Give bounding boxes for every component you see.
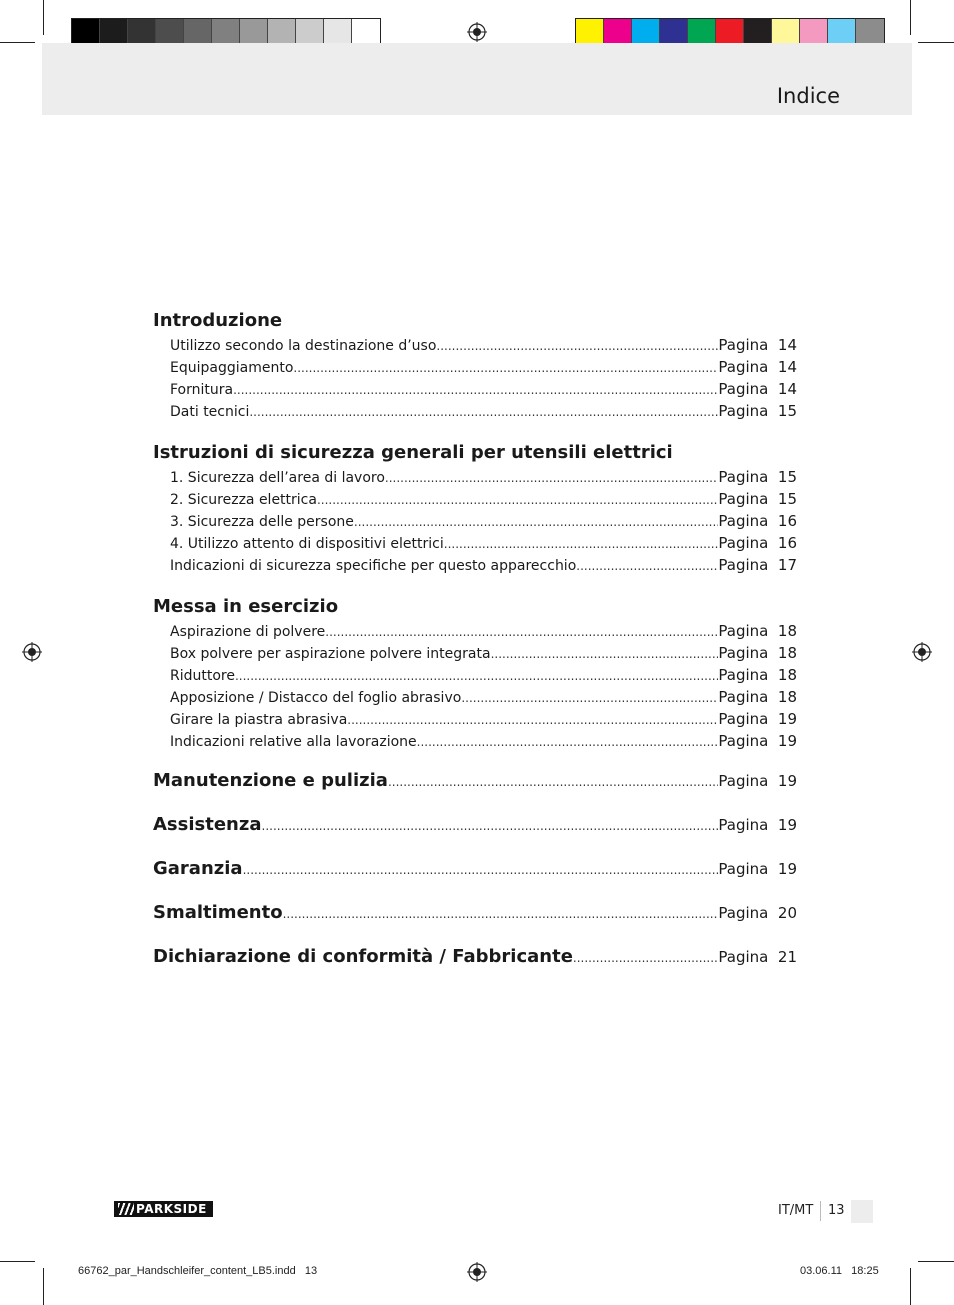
- toc-main-entry[interactable]: [153, 768, 797, 794]
- toc-entry-label: Indicazioni relative alla lavorazione: [170, 734, 417, 750]
- parkside-logo: PARKSIDE: [114, 1201, 213, 1217]
- toc-entry-label: Equipaggiamento: [170, 360, 294, 376]
- toc-entry[interactable]: [153, 466, 797, 488]
- toc-entry[interactable]: [153, 554, 797, 576]
- toc-main-entry[interactable]: [153, 944, 797, 970]
- toc-entry-label: 1. Sicurezza dell’area di lavoro: [170, 470, 385, 486]
- dot-leader: [283, 901, 719, 927]
- toc-entry[interactable]: [153, 664, 797, 686]
- toc-entry[interactable]: [153, 334, 797, 356]
- toc-section-heading: Istruzioni di sicurezza generali per utensili elettrici: [153, 442, 673, 463]
- gray-swatch: [212, 19, 240, 46]
- registration-mark-icon: [467, 1262, 487, 1282]
- gray-swatch: [128, 19, 156, 46]
- toc-section-heading: Messa in esercizio: [153, 596, 339, 617]
- toc-entry-page: Pagina 14: [718, 380, 797, 398]
- gray-swatch: [156, 19, 184, 46]
- toc-entry[interactable]: [153, 532, 797, 554]
- gray-swatch: [72, 19, 100, 46]
- toc-main-entry-page: Pagina 19: [718, 772, 797, 790]
- dot-leader: [576, 555, 718, 577]
- toc-entry[interactable]: [153, 620, 797, 642]
- color-swatch: [856, 19, 884, 46]
- toc-entry[interactable]: [153, 356, 797, 378]
- toc-entry[interactable]: [153, 400, 797, 422]
- toc-main-entry-page: Pagina 19: [718, 816, 797, 834]
- toc-entry-label: Aspirazione di polvere: [170, 624, 326, 640]
- toc-section: [153, 308, 797, 422]
- toc-entry-page: Pagina 15: [718, 490, 797, 508]
- toc-entry-label: Dati tecnici: [170, 404, 250, 420]
- dot-leader: [573, 945, 719, 971]
- registration-mark-icon: [22, 642, 42, 662]
- toc-entry-label: 3. Sicurezza delle persone: [170, 514, 354, 530]
- toc-entry-page: Pagina 14: [718, 336, 797, 354]
- registration-mark-icon: [467, 22, 487, 42]
- toc-main-entry-label: Assistenza: [153, 814, 262, 835]
- gray-swatch: [184, 19, 212, 46]
- toc-entry-label: Indicazioni di sicurezza specifiche per questo apparecchio: [170, 558, 577, 574]
- toc-entry-page: Pagina 19: [718, 710, 797, 728]
- toc-entry-page: Pagina 16: [718, 534, 797, 552]
- logo-stripes-icon: [118, 1203, 134, 1215]
- toc-main-entry[interactable]: [153, 812, 797, 838]
- toc-entry-label: Apposizione / Distacco del foglio abrasivo: [170, 690, 462, 706]
- dot-leader: [417, 731, 719, 753]
- page-number-box: [851, 1200, 873, 1223]
- toc-main-entry-label: Garanzia: [153, 858, 243, 879]
- crop-mark: [0, 1261, 35, 1262]
- dot-leader: [491, 643, 719, 665]
- toc-entry[interactable]: [153, 730, 797, 752]
- toc-entry-page: Pagina 18: [718, 666, 797, 684]
- dot-leader: [461, 687, 718, 709]
- registration-mark-icon: [912, 642, 932, 662]
- gray-swatch: [324, 19, 352, 46]
- color-swatch: [772, 19, 800, 46]
- dot-leader: [436, 335, 718, 357]
- dot-leader: [233, 379, 718, 401]
- toc-entry-label: 2. Sicurezza elettrica: [170, 492, 317, 508]
- toc-entry[interactable]: [153, 378, 797, 400]
- color-swatch: [632, 19, 660, 46]
- dot-leader: [354, 511, 719, 533]
- toc-entry-label: Utilizzo secondo la destinazione d’uso: [170, 338, 437, 354]
- dot-leader: [293, 357, 718, 379]
- toc-section: [153, 440, 797, 576]
- color-swatch: [800, 19, 828, 46]
- toc-entry[interactable]: [153, 510, 797, 532]
- page-number: 13: [828, 1203, 845, 1218]
- toc-entry-label: Girare la piastra abrasiva: [170, 712, 348, 728]
- crop-mark: [918, 42, 954, 43]
- color-swatch: [576, 19, 604, 46]
- color-swatch: [688, 19, 716, 46]
- crop-mark: [910, 0, 911, 35]
- toc-entry-page: Pagina 17: [718, 556, 797, 574]
- gray-swatch: [296, 19, 324, 46]
- page-title: Indice: [776, 84, 840, 108]
- dot-leader: [262, 813, 719, 839]
- toc-entry-page: Pagina 14: [718, 358, 797, 376]
- color-swatch: [604, 19, 632, 46]
- color-swatch: [828, 19, 856, 46]
- toc-entry-label: Box polvere per aspirazione polvere integrata: [170, 646, 491, 662]
- crop-mark: [43, 1268, 44, 1305]
- dot-leader: [243, 857, 719, 883]
- dot-leader: [235, 665, 718, 687]
- toc-main-entry-page: Pagina 20: [718, 904, 797, 922]
- language-code: IT/MT: [778, 1203, 814, 1218]
- crop-mark: [918, 1261, 954, 1262]
- color-swatch: [744, 19, 772, 46]
- gray-swatch: [268, 19, 296, 46]
- toc-entry-page: Pagina 18: [718, 688, 797, 706]
- toc-main-entry[interactable]: [153, 856, 797, 882]
- dot-leader: [347, 709, 718, 731]
- toc-entry-page: Pagina 19: [718, 732, 797, 750]
- slug-date: 03.06.11 18:25: [800, 1265, 879, 1277]
- toc-main-entry-label: Dichiarazione di conformità / Fabbricante: [153, 946, 573, 967]
- toc-entry[interactable]: [153, 708, 797, 730]
- footer-divider: [820, 1201, 821, 1221]
- crop-mark: [910, 1268, 911, 1305]
- toc-section-heading: Introduzione: [153, 310, 283, 331]
- toc-main-entry-page: Pagina 21: [718, 948, 797, 966]
- dot-leader: [249, 401, 718, 423]
- table-of-contents-main-entries: [153, 768, 797, 970]
- crop-mark: [43, 0, 44, 35]
- gray-swatch: [240, 19, 268, 46]
- toc-entry-page: Pagina 18: [718, 644, 797, 662]
- toc-entry-page: Pagina 15: [718, 402, 797, 420]
- dot-leader: [317, 489, 718, 511]
- toc-entry-label: Fornitura: [170, 382, 234, 398]
- toc-entry[interactable]: [153, 686, 797, 708]
- toc-entry-page: Pagina 15: [718, 468, 797, 486]
- dot-leader: [325, 621, 718, 643]
- dot-leader: [388, 769, 718, 795]
- toc-main-entry-label: Smaltimento: [153, 902, 283, 923]
- toc-entry-label: 4. Utilizzo attento di dispositivi elettrici: [170, 536, 444, 552]
- color-swatch: [660, 19, 688, 46]
- toc-main-entry[interactable]: [153, 900, 797, 926]
- toc-entry[interactable]: [153, 642, 797, 664]
- toc-main-entry-page: Pagina 19: [718, 860, 797, 878]
- toc-entry-page: Pagina 18: [718, 622, 797, 640]
- toc-entry[interactable]: [153, 488, 797, 510]
- dot-leader: [385, 467, 719, 489]
- toc-entry-label: Riduttore: [170, 668, 235, 684]
- gray-swatch: [352, 19, 380, 46]
- toc-entry-page: Pagina 16: [718, 512, 797, 530]
- toc-main-entry-label: Manutenzione e pulizia: [153, 770, 388, 791]
- slug-filename: 66762_par_Handschleifer_content_LB5.indd 13: [78, 1265, 318, 1277]
- crop-mark: [0, 42, 35, 43]
- gray-swatch: [100, 19, 128, 46]
- color-swatch: [716, 19, 744, 46]
- dot-leader: [444, 533, 719, 555]
- toc-section: [153, 594, 797, 752]
